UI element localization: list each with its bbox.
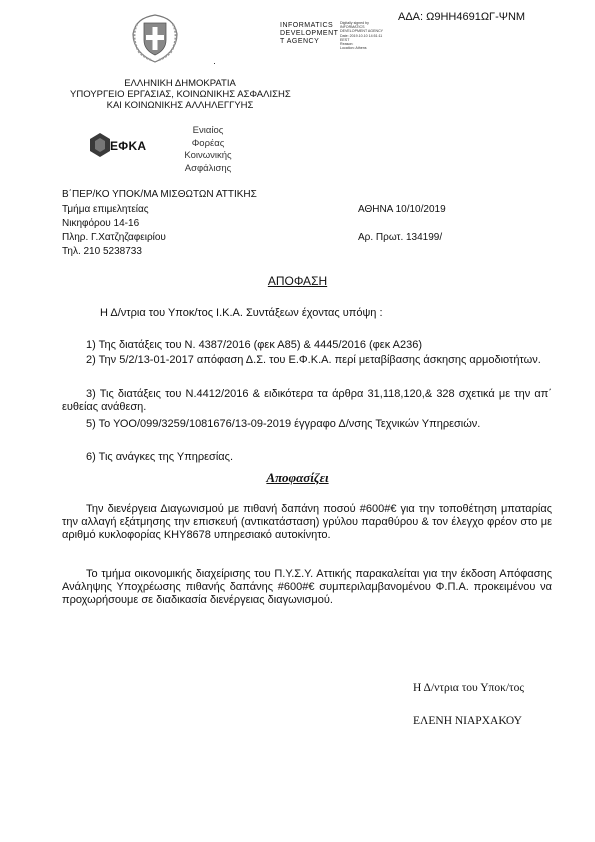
efka-name-line: Κοινωνικής — [184, 150, 232, 161]
signatory-name: ΕΛΕΝΗ ΝΙΑΡΧΑΚΟΥ — [413, 715, 522, 727]
office-phone: Τηλ. 210 5238733 — [62, 246, 142, 257]
efka-name-line: Ασφάλισης — [184, 162, 232, 174]
decides-heading: Αποφασίζει — [266, 470, 329, 485]
consideration-6: 6) Τις ανάγκες της Υπηρεσίας. — [86, 451, 234, 463]
sig-detail: DEVELOPMENT AGENCY — [340, 29, 384, 34]
dot-mark: · — [213, 58, 216, 68]
office-branch: Β΄ΠΕΡ/ΚΟ ΥΠΟΚ/ΜΑ ΜΙΣΘΩΤΩΝ ΑΤΤΙΚΗΣ — [62, 189, 257, 200]
ada-code: ΑΔΑ: Ω9ΗΗ4691ΩΓ-ΨΝΜ — [398, 11, 526, 23]
efka-name-line: Ενιαίος — [192, 125, 224, 136]
hellenic-emblem-icon — [125, 12, 185, 64]
office-dept: Τμήμα επιμελητείας — [62, 204, 149, 215]
consideration-2: 2) Την 5/2/13-01-2017 απόφαση Δ.Σ. του Ε.Φ.Κ.Α. περί μεταβίβασης άσκησης αρμοδιοτήτων. — [86, 354, 541, 366]
decision-body-1: Την διενέργεια Διαγωνισμού με πιθανή δαπάνη ποσού #600#€ για την τοποθέτηση μπαταρίας την αλλαγή εξάτμησης την επισκευή (αντικατάσταση) γρύλου παραθύρου & τον έλεγχο φρέον στο με αριθμό κυκλοφορίας ΚΗΥ8678 υπηρεσιακό αυτοκίνητο. — [62, 503, 552, 541]
protocol-number: Αρ. Πρωτ. 134199/ — [358, 232, 443, 243]
sig-detail: EEST — [340, 37, 350, 42]
office-address: Νικηφόρου 14-16 — [62, 218, 140, 229]
intro-text: Η Δ/ντρια του Υποκ/τος Ι.Κ.Α. Συντάξεων έχοντας υπόψη : — [100, 307, 383, 319]
efka-logo-icon — [90, 133, 110, 162]
signer-agency — [280, 22, 338, 46]
header-ministry: ΥΠΟΥΡΓΕΙΟ ΕΡΓΑΣΙΑΣ, ΚΟΙΝΩΝΙΚΗΣ ΑΣΦΑΛΙΣΗΣ — [70, 89, 291, 100]
decision-body-2: Το τμήμα οικονομικής διαχείρισης του Π.Υ.Σ.Υ. Αττικής παρακαλείται για την έκδοση Απόφασης Ανάληψης Υποχρέωσης πιθανής δαπάνης #600#€ συμπεριλαμβανομένου Φ.Π.Α. προκειμένου να προχωρήσουμε σε διαδικασία διενέργειας διαγωνισμού. — [62, 568, 552, 606]
document-date: ΑΘΗΝΑ 10/10/2019 — [358, 204, 446, 215]
header-ministry-2: ΚΑΙ ΚΟΙΝΩΝΙΚΗΣ ΑΛΛΗΛΕΓΓΥΗΣ — [106, 100, 254, 111]
sig-detail: INFORMATICS — [340, 25, 365, 30]
sig-detail: Digitally signed by — [340, 21, 369, 25]
header-republic: ΕΛΛΗΝΙΚΗ ΔΗΜΟΚΡΑΤΙΑ — [124, 78, 236, 89]
signer-line-2: DEVELOPMENT — [280, 30, 339, 37]
efka-full-name — [168, 125, 248, 175]
consideration-3: 3) Τις διατάξεις του Ν.4412/2016 & ειδικότερα τα άρθρα 31,118,120,& 328 σχετικά με την απ΄ ευθείας ανάθεση. — [62, 388, 552, 413]
sig-detail: Date: 2019.10.10 14:51:11 — [340, 33, 383, 38]
signatory-role: Η Δ/ντρια του Υποκ/τος — [413, 682, 524, 694]
signature-details — [340, 21, 383, 50]
efka-wordmark: ΕΦΚΑ — [110, 139, 147, 153]
sig-detail: Location: Athens — [340, 46, 367, 51]
signer-line-1: INFORMATICS — [280, 22, 334, 29]
efka-name-line: Φορέας — [191, 137, 225, 149]
sig-detail: Reason: — [340, 42, 354, 47]
decision-title: ΑΠΟΦΑΣΗ — [267, 274, 328, 288]
consideration-1: 1) Της διατάξεις του Ν. 4387/2016 (φεκ Α85) & 4445/2016 (φεκ Α236) — [86, 339, 423, 351]
office-info: Πληρ. Γ.Χατζηζαφειρίου — [62, 232, 166, 243]
consideration-5: 5) Το ΥΟΟ/099/3259/1081676/13-09-2019 έγγραφο Δ/νσης Τεχνικών Υπηρεσιών. — [86, 418, 481, 430]
signer-line-3: T AGENCY — [280, 38, 320, 45]
